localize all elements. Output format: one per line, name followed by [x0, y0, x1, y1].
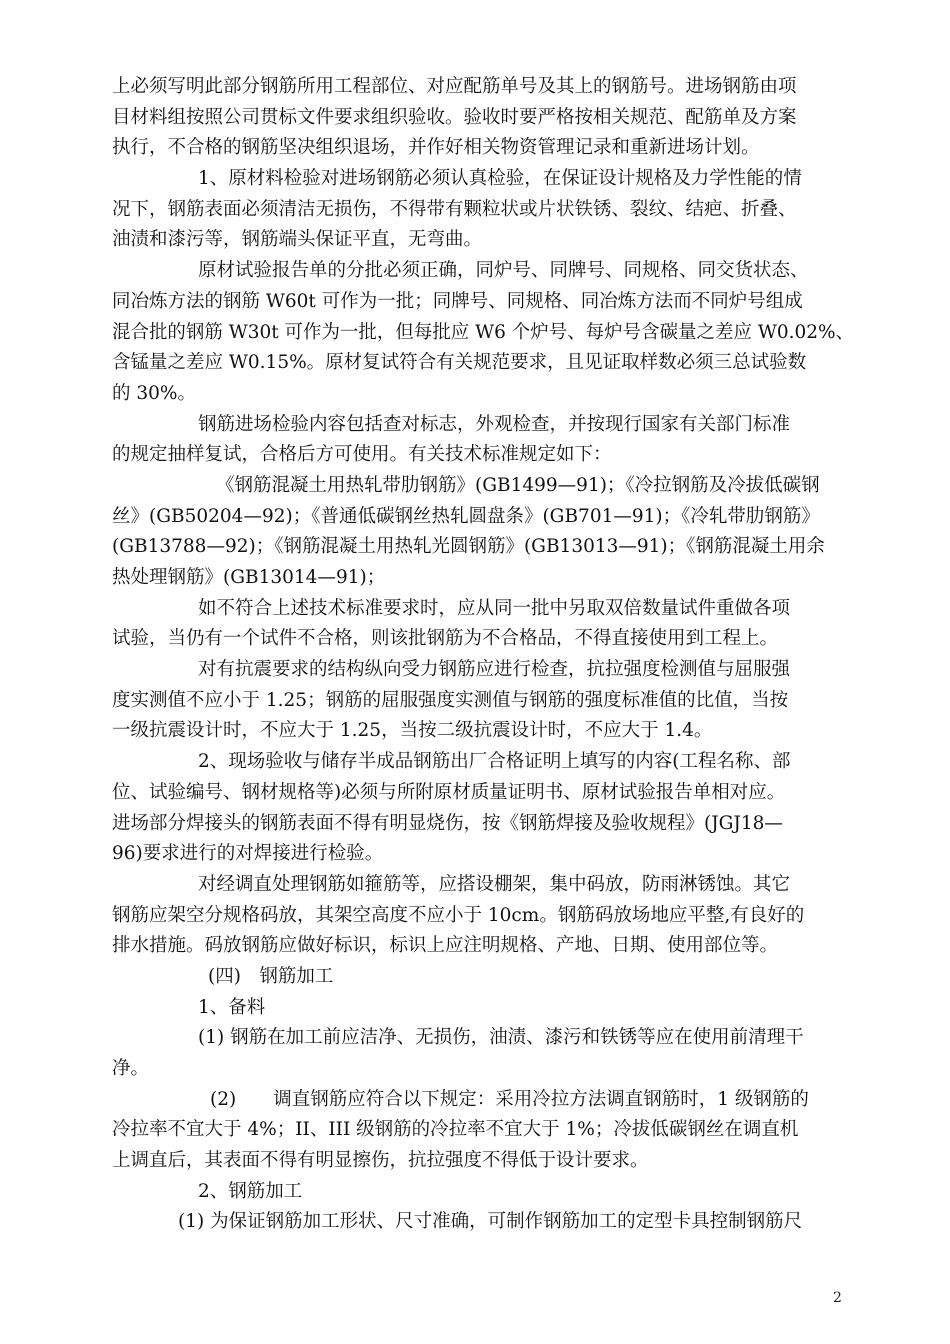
text-line: 执行，不合格的钢筋坚决组织退场，并作好相关物资管理记录和重新进场计划。 — [112, 137, 760, 159]
text-line: 油渍和漆污等，钢筋端头保证平直，无弯曲。 — [112, 229, 483, 251]
text-line: 钢筋应架空分规格码放，其架空高度不应小于 10cm。钢筋码放场地应平整,有良好的 — [112, 904, 805, 926]
text-line: 含锰量之差应 W0.15%。原材复试符合有关规范要求，且见证取样数必须三总试验数 — [112, 352, 807, 374]
text-line: (四) 钢筋加工 — [208, 965, 334, 987]
text-line: 混合批的钢筋 W30t 可作为一批，但每批应 W6 个炉号、每炉号含碳量之差应 W0.02%、 — [112, 321, 855, 343]
text-line: 《钢筋混凝土用热轧带肋钢筋》(GB1499—91)；《冷拉钢筋及冷拔低碳钢 — [216, 474, 820, 496]
text-line: 丝》(GB50204—92)；《普通低碳钢丝热轧圆盘条》(GB701—91)；《冷轧带肋钢筋》 — [112, 505, 820, 527]
text-line: 冷拉率不宜大于 4%；II、III 级钢筋的冷拉率不宜大于 1%；冷拔低碳钢丝在调直机 — [112, 1119, 799, 1141]
text-line: 的规定抽样复试，合格后方可使用。有关技术标准规定如下： — [112, 444, 612, 466]
text-line: 2、钢筋加工 — [198, 1180, 303, 1202]
text-line: 钢筋进场检验内容包括查对标志，外观检查，并按现行国家有关部门标准 — [198, 413, 791, 435]
text-line: 度实测值不应小于 1.25；钢筋的屈服强度实测值与钢筋的强度标准值的比值，当按 — [112, 689, 789, 711]
text-line: 对经调直处理钢筋如箍筋等，应搭设棚架，集中码放，防雨淋锈蚀。其它 — [198, 873, 791, 895]
text-line: 96)要求进行的对焊接进行检验。 — [112, 843, 384, 865]
text-line: (1) 钢筋在加工前应洁净、无损伤，油渍、漆污和铁锈等应在使用前清理干 — [198, 1027, 804, 1049]
text-line: (GB13788—92)；《钢筋混凝土用热轧光圆钢筋》(GB13013—91)；《钢筋混凝土用余 — [112, 536, 825, 558]
text-line: 如不符合上述技术标准要求时，应从同一批中另取双倍数量试件重做各项 — [198, 597, 791, 619]
text-line: 净。 — [112, 1058, 150, 1079]
text-line: (1) 为保证钢筋加工形状、尺寸准确，可制作钢筋加工的定型卡具控制钢筋尺 — [178, 1211, 803, 1233]
text-line: 热处理钢筋》(GB13014—91)； — [112, 567, 386, 588]
text-line: 况下，钢筋表面必须清洁无损伤，不得带有颗粒状或片状铁锈、裂纹、结疤、折叠、 — [112, 198, 797, 220]
text-line: 目材料组按照公司贯标文件要求组织验收。验收时要严格按相关规范、配筋单及方案 — [112, 106, 797, 128]
text-line: 2、现场验收与储存半成品钢筋出厂合格证明上填写的内容(工程名称、部 — [198, 751, 791, 773]
document-body — [112, 72, 854, 1238]
text-line: 上必须写明此部分钢筋所用工程部位、对应配筋单号及其上的钢筋号。进场钢筋由项 — [112, 76, 797, 97]
page-number: 2 — [833, 1290, 842, 1306]
text-line: (2) 调直钢筋应符合以下规定：采用冷拉方法调直钢筋时，1 级钢筋的 — [210, 1088, 809, 1110]
text-line: 上调直后，其表面不得有明显擦伤，抗拉强度不得低于设计要求。 — [112, 1150, 649, 1172]
text-line: 1、原材料检验对进场钢筋必须认真检验，在保证设计规格及力学性能的情 — [198, 168, 802, 190]
text-line: 原材试验报告单的分批必须正确，同炉号、同牌号、同规格、同交货状态、 — [198, 260, 809, 282]
text-line: 一级抗震设计时，不应大于 1.25，当按二级抗震设计时，不应大于 1.4。 — [112, 720, 713, 742]
text-line: 对有抗震要求的结构纵向受力钢筋应进行检查，抗拉强度检测值与屈服强 — [198, 659, 791, 681]
text-line: 位、试验编号、钢材规格等)必须与所附原材质量证明书、原材试验报告单相对应。 — [112, 781, 786, 803]
text-line: 1、备料 — [198, 996, 266, 1018]
text-line: 进场部分焊接头的钢筋表面不得有明显烧伤，按《钢筋焊接及验收规程》(JGJ18— — [112, 812, 783, 834]
text-line: 同冶炼方法的钢筋 W60t 可作为一批；同牌号、同规格、同冶炼方法而不同炉号组成 — [112, 290, 803, 312]
text-line: 排水措施。码放钢筋应做好标识，标识上应注明规格、产地、日期、使用部位等。 — [112, 935, 779, 957]
text-line: 试验，当仍有一个试件不合格，则该批钢筋为不合格品，不得直接使用到工程上。 — [112, 628, 779, 650]
text-line: 的 30%。 — [112, 382, 196, 404]
